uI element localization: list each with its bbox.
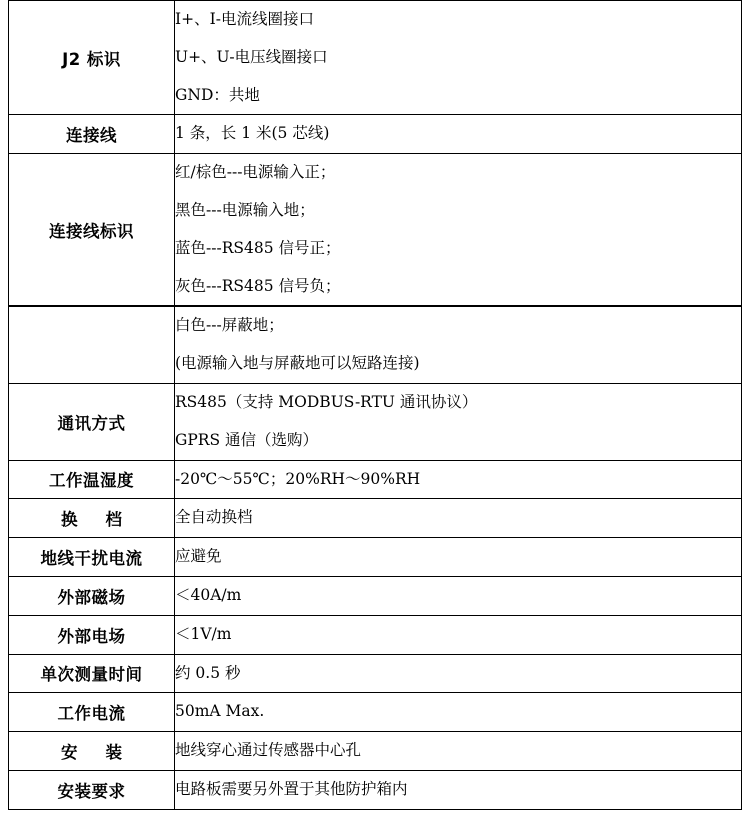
row-key: 单次测量时间 [9, 654, 175, 693]
value-line: 黑色---电源输入地； [175, 200, 315, 219]
value-line: 蓝色---RS485 信号正； [175, 238, 341, 257]
value-line: 白色---屏蔽地； [175, 316, 284, 335]
table-row [9, 615, 742, 654]
row-value [175, 576, 742, 615]
row-value [175, 1, 742, 115]
row-key: J2 标识 [9, 1, 175, 115]
table-row [9, 538, 742, 577]
table-row [9, 654, 742, 693]
value-line: 约 0.5 秒 [175, 663, 241, 682]
table-row [9, 732, 742, 771]
value-line: U+、U-电压线圈接口 [175, 47, 328, 66]
row-key: 连接线标识 [9, 154, 175, 307]
row-value [175, 460, 742, 499]
value-line: 地线穿心通过传感器中心孔 [175, 741, 362, 760]
value-line: I+、I-电流线圈接口 [175, 10, 314, 28]
row-value [175, 154, 742, 307]
table-row [9, 499, 742, 538]
row-key [9, 499, 175, 538]
row-key: 工作电流 [9, 693, 175, 732]
row-value [175, 732, 742, 771]
row-value [175, 538, 742, 577]
row-key-char: 安 [61, 743, 78, 763]
table-row [9, 154, 742, 307]
value-line: 灰色---RS485 信号负； [175, 276, 341, 295]
row-key: 外部磁场 [9, 576, 175, 615]
row-value [175, 499, 742, 538]
value-line: GND：共地 [175, 85, 260, 104]
row-value [175, 383, 742, 460]
value-line: 应避免 [175, 547, 222, 566]
table-row [9, 1, 742, 115]
row-key [9, 306, 175, 383]
row-key [9, 732, 175, 771]
value-line: 50mA Max. [175, 702, 265, 721]
row-value [175, 306, 742, 383]
value-line: 电路板需要另外置于其他防护箱内 [175, 779, 408, 798]
row-key: 通讯方式 [9, 383, 175, 460]
value-line: 红/棕色---电源输入正； [175, 163, 336, 182]
table-row [9, 770, 742, 809]
row-key: 安装要求 [9, 770, 175, 809]
value-line: ＜1V/m [175, 624, 232, 643]
table-row [9, 576, 742, 615]
value-line: GPRS 通信（选购） [175, 430, 319, 449]
row-value [175, 770, 742, 809]
table-row [9, 383, 742, 460]
row-key-char: 换 [61, 510, 78, 530]
table-row [9, 693, 742, 732]
row-value [175, 654, 742, 693]
spec-sheet [8, 0, 742, 810]
value-line: (电源输入地与屏蔽地可以短路连接) [175, 354, 420, 373]
row-key: 地线干扰电流 [9, 538, 175, 577]
row-key: 外部电场 [9, 615, 175, 654]
value-line: -20℃～55℃；20%RH～90%RH [175, 469, 421, 488]
table-row [9, 306, 742, 383]
spec-table [8, 0, 742, 810]
row-key-char: 装 [105, 743, 122, 763]
table-row [9, 115, 742, 154]
row-key: 连接线 [9, 115, 175, 154]
row-value [175, 693, 742, 732]
value-line: 1 条，长 1 米(5 芯线) [175, 124, 330, 143]
row-key: 工作温湿度 [9, 460, 175, 499]
row-value [175, 115, 742, 154]
value-line: ＜40A/m [175, 585, 242, 604]
row-value [175, 615, 742, 654]
value-line: 全自动换档 [175, 508, 253, 527]
table-row [9, 460, 742, 499]
value-line: RS485（支持 MODBUS-RTU 通讯协议） [175, 392, 478, 411]
row-key-char: 档 [105, 510, 122, 530]
